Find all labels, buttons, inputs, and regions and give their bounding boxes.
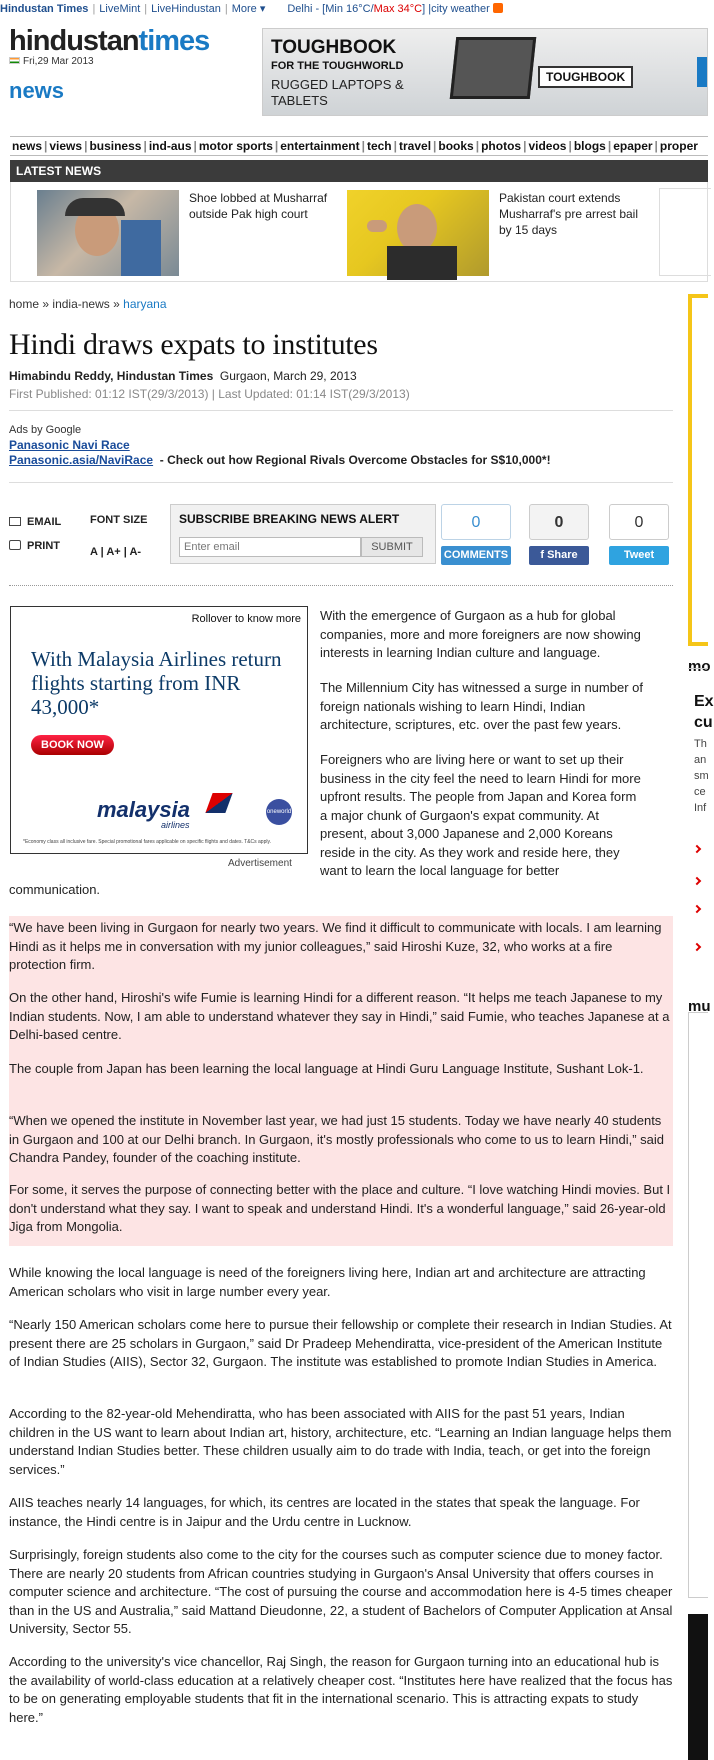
nav-separator: | xyxy=(433,139,437,153)
nav-item-videos[interactable]: videos xyxy=(528,139,567,153)
banner-brand: TOUGHBOOK xyxy=(538,66,633,88)
text-ad-desc: - Check out how Regional Rivals Overcome Obstacles for S$10,000*! xyxy=(159,453,551,467)
banner-tagline: FOR THE TOUGHWORLD xyxy=(271,60,404,72)
banner-ad[interactable] xyxy=(262,28,708,116)
airline-tail-icon xyxy=(205,793,232,813)
right-col-text-5: Inf xyxy=(694,802,707,814)
weather-end: ] | xyxy=(422,3,432,15)
india-flag-icon xyxy=(9,57,20,64)
banner-edge xyxy=(697,57,707,87)
divider xyxy=(9,410,673,411)
subscribe-submit-button[interactable]: SUBMIT xyxy=(361,537,423,557)
nav-separator: | xyxy=(654,139,658,153)
logo-date xyxy=(9,56,94,67)
airline-logo-text: malaysia xyxy=(97,797,190,822)
nav-item-business[interactable]: business xyxy=(89,139,142,153)
right-col-headline[interactable]: Ex xyxy=(694,693,714,710)
thumb-face xyxy=(397,204,437,252)
nav-item-travel[interactable]: travel xyxy=(399,139,432,153)
right-col-text-2: an xyxy=(694,754,707,766)
latest-news-link-2[interactable]: Pakistan court extends Musharraf's pre arrest bail by 15 days xyxy=(499,191,639,237)
para-1-line-2: companies, more and more foreigners are now showing xyxy=(320,627,641,642)
share-count: 0 xyxy=(529,504,589,540)
book-now-button[interactable]: BOOK NOW xyxy=(31,735,114,755)
section-name[interactable]: news xyxy=(9,78,65,103)
nav-separator: | xyxy=(274,139,279,153)
article-title: Hindi draws expats to institutes xyxy=(9,328,378,361)
facebook-share-widget[interactable] xyxy=(529,504,589,565)
weather-min: Min 16°C xyxy=(325,3,371,15)
latest-news-strip xyxy=(10,182,708,282)
right-column-box xyxy=(688,1012,708,1598)
nav-item-news[interactable]: news xyxy=(12,139,43,153)
right-col-label-1: mo xyxy=(688,658,711,675)
para-1-line-3: interests in learning Indian culture and language. xyxy=(320,645,601,660)
ad-rollover-text: Rollover to know more xyxy=(191,613,301,625)
ads-by-google-label: Ads by Google xyxy=(9,424,82,436)
breadcrumb xyxy=(9,297,167,311)
site-link-livemint[interactable]: LiveMint xyxy=(99,3,141,15)
nav-separator: | xyxy=(523,139,527,153)
para-3-line-1: Foreigners who are living here or want to set up their xyxy=(320,752,624,767)
logo-part-1: hindustan xyxy=(9,25,139,57)
comments-button[interactable]: COMMENTS xyxy=(441,546,511,565)
byline xyxy=(9,369,357,383)
para-12: AIIS teaches nearly 14 languages, for which, its centres are located in the states that speak the language. For instance, the Hindi centre is in Jaipur and the Urdu centre in Lucknow. xyxy=(9,1495,640,1529)
nav-item-photos[interactable]: photos xyxy=(481,139,522,153)
published-time: First Published: 01:12 IST(29/3/2013) | Last Updated: 01:14 IST(29/3/2013) xyxy=(9,387,410,401)
top-utility-bar: Hindustan Times | LiveMint | LiveHindustan | More ▾ Delhi - [Min 16°C/Max 34°C] |city weather xyxy=(0,0,708,18)
dateline: Gurgaon, March 29, 2013 xyxy=(219,369,357,383)
comments-count: 0 xyxy=(441,504,511,540)
date-text: Fri,29 Mar 2013 xyxy=(23,56,94,67)
breadcrumb-home[interactable]: home xyxy=(9,297,40,311)
text-ad-link-2[interactable]: Panasonic.asia/NaviRace xyxy=(9,453,154,467)
nav-item-tech[interactable]: tech xyxy=(366,139,392,153)
latest-news-link-1[interactable]: Shoe lobbed at Musharraf outside Pak high court xyxy=(189,191,328,221)
divider xyxy=(9,585,673,586)
breadcrumb-sep: » xyxy=(42,297,50,311)
weather-sep: / xyxy=(370,3,374,15)
printer-icon xyxy=(9,540,21,550)
airline-logo-sub: airlines xyxy=(161,820,190,830)
email-label: EMAIL xyxy=(27,516,62,528)
divider xyxy=(9,482,673,483)
email-button[interactable] xyxy=(9,516,61,528)
right-column-dark-panel xyxy=(688,1614,708,1760)
latest-news-thumb-1[interactable] xyxy=(37,190,179,276)
para-2-line-1: The Millennium City has witnessed a surge in number of xyxy=(320,680,643,695)
author: Himabindu Reddy, Hindustan Times xyxy=(9,369,214,383)
para-11: According to the 82-year-old Mehendiratta, who has been associated with AIIS for the past 51 years, Indian children in the US want to learn about Indian art, history, architecture, etc. “Learning an Indian language helps them understand Indian Studies better. These children usually aim to do trade with India, teach, or get into the foreign services.” xyxy=(9,1406,672,1477)
nav-separator: | xyxy=(568,139,572,153)
malaysia-airlines-ad[interactable] xyxy=(10,606,308,854)
envelope-icon xyxy=(9,517,21,526)
main-nav xyxy=(10,136,708,156)
nav-separator: | xyxy=(475,139,480,153)
article-tools xyxy=(9,504,673,574)
para-9: While knowing the local language is need of the foreigners living here, Indian art and architecture are attracting American scholars who visit in large number every year. xyxy=(9,1265,646,1299)
site-link-livehindustan[interactable]: LiveHindustan xyxy=(151,3,221,15)
banner-desc: RUGGED LAPTOPS & TABLETS xyxy=(271,77,404,108)
nav-separator: | xyxy=(84,139,88,153)
subscribe-box xyxy=(170,504,436,564)
para-3-line-3: upfront results. The people from Japan and Korea form xyxy=(320,789,637,804)
breadcrumb-section[interactable]: india-news xyxy=(52,297,110,311)
nav-item-motor-sports[interactable]: motor sports xyxy=(198,139,273,153)
para-5: On the other hand, Hiroshi's wife Fumie is learning Hindi for a different reason. “It helps me teach Japanese to my Indian students. Now, I am able to understand whatever they say in Hindi,” said Fumie, who teaches Japanese at a Delhi-based centre. xyxy=(9,990,670,1042)
weather-max: Max 34°C xyxy=(373,3,423,15)
nav-item-blogs[interactable]: blogs xyxy=(573,139,606,153)
para-8: For some, it serves the purpose of connecting better with the place and culture. “I love watching Hindi movies. But I don't understand what they say. I want to speak and understand Hindi. It's a wonderful language,” said 26-year-old Jiga from Mongolia. xyxy=(9,1182,671,1234)
ad-headline: With Malaysia Airlines return flights starting from INR 43,000* xyxy=(31,647,282,719)
nav-separator: | xyxy=(143,139,147,153)
para-3-line-5: present, about 3,000 Japanese and 2,000 Koreans xyxy=(320,826,613,841)
nav-item-views[interactable]: views xyxy=(49,139,83,153)
comments-widget[interactable] xyxy=(441,504,511,565)
latest-news-item-3[interactable] xyxy=(659,188,711,276)
banner-title: TOUGHBOOK xyxy=(271,37,397,58)
right-col-label-2: mu xyxy=(688,998,711,1015)
para-2-line-3: architecture, scriptures, etc. over the past few years. xyxy=(320,717,622,732)
tweet-button[interactable]: Tweet xyxy=(609,546,669,565)
para-3-line-4: a major chunk of Gurgaon's expat community. At xyxy=(320,808,599,823)
city-weather-link[interactable]: city weather xyxy=(431,3,490,15)
nav-item-proper[interactable]: proper xyxy=(659,139,698,153)
weather-city: Delhi - [ xyxy=(287,3,326,15)
breadcrumb-current[interactable]: haryana xyxy=(123,297,167,311)
latest-news-thumb-2[interactable] xyxy=(347,190,489,276)
site-logo[interactable] xyxy=(9,26,209,56)
nav-separator: | xyxy=(607,139,612,153)
rss-icon[interactable] xyxy=(493,3,503,13)
para-1-line-1: With the emergence of Gurgaon as a hub for global xyxy=(320,608,616,623)
print-button[interactable] xyxy=(9,540,60,552)
para-6: The couple from Japan has been learning the local language at Hindi Guru Language Institute, Sushant Lok-1. xyxy=(9,1061,644,1076)
nav-item-books[interactable]: books xyxy=(438,139,474,153)
nav-separator: | xyxy=(44,139,48,153)
para-7: “When we opened the institute in November last year, we had just 15 students. Today we have nearly 40 students in Gurgaon and 100 at our Delhi branch. In Gurgaon, it's mostly professionals who come to us to learn Hindi,” said Chandra Pandey, founder of the coaching institute. xyxy=(9,1113,664,1165)
right-col-headline-2[interactable]: cu xyxy=(694,714,713,731)
para-3-line-8: communication. xyxy=(9,882,101,897)
para-14: According to the university's vice chancellor, Raj Singh, the reason for Gurgaon turning into an educational hub is the availability of world-class education at a relatively cheaper cost. “Institutes here have realized that the focus has to be on generating employable students that fit in the international scenario. This is attracting expats to study here.” xyxy=(9,1654,673,1725)
oneworld-logo: oneworld xyxy=(266,799,292,825)
breadcrumb-sep: » xyxy=(113,297,120,311)
facebook-share-button[interactable]: f Share xyxy=(529,546,589,565)
laptop-image xyxy=(450,37,537,99)
para-4: “We have been living in Gurgaon for nearly two years. We find it difficult to communicate with locals. I am learning Hindi as it helps me in conversation with my junior colleagues,” said Hiroshi Kuze, 32, who works at a fire protection firm. xyxy=(9,920,662,972)
nav-separator: | xyxy=(193,139,197,153)
nav-separator: | xyxy=(361,139,365,153)
nav-item-epaper[interactable]: epaper xyxy=(613,139,653,153)
para-10: “Nearly 150 American scholars come here to pursue their fellowship or complete their research in Indian Studies. At present there are 25 scholars in Gurgaon,” said Dr Pradeep Mehendiratta, vice-president of the American Institute of Indian Studies (AIIS), Sector 32, Gurgaon. The institute was established to promote Indian Studies in America. xyxy=(9,1317,672,1369)
para-3-line-7: want to learn the local language for better xyxy=(320,863,560,878)
right-col-text-4: ce xyxy=(694,786,706,798)
text-ad-line-2 xyxy=(9,453,551,467)
font-size-label: FONT SIZE xyxy=(90,514,148,526)
tweet-count: 0 xyxy=(609,504,669,540)
para-3-line-6: reside in the city. As they work and reside here, they xyxy=(320,845,620,860)
ad-fine-print: *Economy class all inclusive fare. Special promotional fares applicable on specific flights and dates. T&Cs apply. xyxy=(23,839,271,845)
text-ad-link-1[interactable]: Panasonic Navi Race xyxy=(9,438,130,452)
tweet-widget[interactable] xyxy=(609,504,669,565)
subscribe-title: SUBSCRIBE BREAKING NEWS ALERT xyxy=(179,512,400,526)
more-sites-dropdown[interactable]: More ▾ xyxy=(231,3,266,15)
logo-part-2: times xyxy=(138,25,210,57)
nav-item-entertainment[interactable]: entertainment xyxy=(280,139,360,153)
right-col-text-1: Th xyxy=(694,738,707,750)
print-label: PRINT xyxy=(27,540,60,552)
right-col-text-3: sm xyxy=(694,770,709,782)
nav-separator: | xyxy=(393,139,397,153)
latest-news-header: LATEST NEWS xyxy=(10,160,708,182)
para-13: Surprisingly, foreign students also come to the city for the courses such as computer science due to money factor. There are nearly 20 students from African countries studying in Gurgaon's Ansal University that offers courses in computer science and architecture. “The cost of pursuing the course and accommodation here is 4-5 times cheaper than in the US and Australia,” said Mattand Dieudonne, 22, a student of Bachelors of Computer Application at Ansal University, Sector 55. xyxy=(9,1547,673,1636)
site-link-hindustan-times[interactable]: Hindustan Times xyxy=(0,3,89,15)
nav-item-ind-aus[interactable]: ind-aus xyxy=(148,139,192,153)
para-3-line-2: business in the city feel the need to learn Hindi for more xyxy=(320,771,641,786)
advertisement-label: Advertisement xyxy=(228,858,292,869)
para-2-line-2: foreign nationals wishing to learn Hindi, Indian xyxy=(320,699,586,714)
right-column-ad[interactable] xyxy=(688,294,708,646)
subscribe-email-input[interactable]: Enter email xyxy=(179,537,361,557)
right-column-list xyxy=(688,668,714,968)
font-size-options[interactable]: A | A+ | A- xyxy=(90,546,142,558)
